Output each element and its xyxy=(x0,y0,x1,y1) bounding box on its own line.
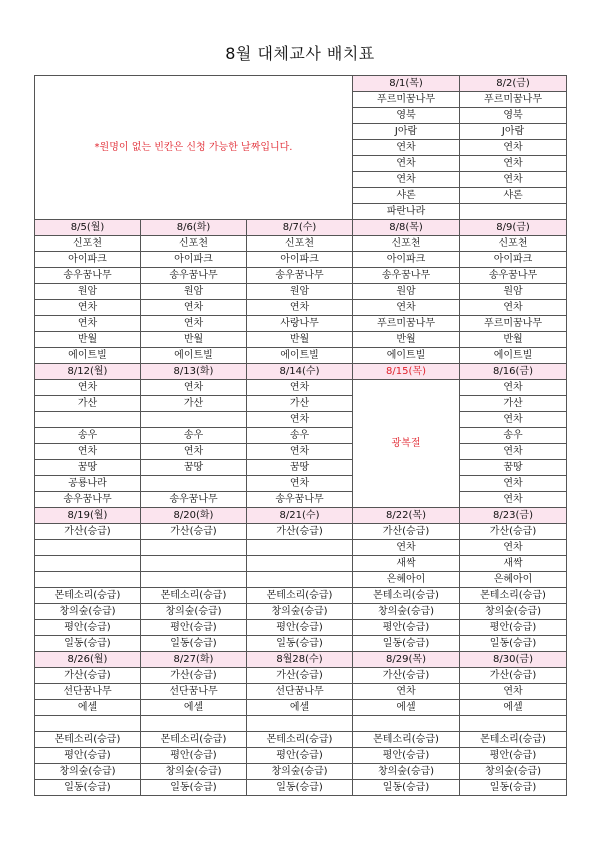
schedule-cell: 평안(승급) xyxy=(460,748,567,764)
schedule-cell xyxy=(247,540,353,556)
schedule-cell: 아이파크 xyxy=(460,252,567,268)
schedule-cell: 연차 xyxy=(460,684,567,700)
schedule-cell: 평안(승급) xyxy=(353,620,460,636)
schedule-cell: 원암 xyxy=(353,284,460,300)
schedule-cell: 반월 xyxy=(353,332,460,348)
date-header: 8/23(금) xyxy=(460,508,567,524)
schedule-cell: 연차 xyxy=(460,476,567,492)
schedule-cell: 몬테소리(승급) xyxy=(353,588,460,604)
schedule-cell: 신포천 xyxy=(247,236,353,252)
schedule-cell: 에이트빌 xyxy=(141,348,247,364)
schedule-cell: 몬테소리(승급) xyxy=(35,588,141,604)
schedule-cell: 평안(승급) xyxy=(141,620,247,636)
schedule-cell: 연차 xyxy=(35,444,141,460)
schedule-cell: 파란나라 xyxy=(353,204,460,220)
schedule-cell: 에이트빌 xyxy=(247,348,353,364)
schedule-cell: 창의숲(승급) xyxy=(353,764,460,780)
schedule-cell: 꿈땅 xyxy=(460,460,567,476)
schedule-cell: 창의숲(승급) xyxy=(247,604,353,620)
date-header: 8/2(금) xyxy=(460,76,567,92)
schedule-cell: 일동(승급) xyxy=(460,780,567,796)
schedule-cell: 에이트빌 xyxy=(460,348,567,364)
date-header: 8/12(월) xyxy=(35,364,141,380)
schedule-cell: 선단꿈나무 xyxy=(247,684,353,700)
schedule-cell: 가산(승급) xyxy=(460,524,567,540)
schedule-cell: 창의숲(승급) xyxy=(141,764,247,780)
schedule-cell: 송우꿈나무 xyxy=(353,268,460,284)
schedule-cell: 가산 xyxy=(460,396,567,412)
schedule-cell xyxy=(35,572,141,588)
schedule-cell: 연차 xyxy=(247,412,353,428)
schedule-cell: J아람 xyxy=(460,124,567,140)
schedule-cell: 아이파크 xyxy=(141,252,247,268)
date-header: 8/20(화) xyxy=(141,508,247,524)
schedule-cell: 푸르미꿈나무 xyxy=(353,316,460,332)
schedule-cell: 창의숲(승급) xyxy=(353,604,460,620)
schedule-cell: 원암 xyxy=(247,284,353,300)
schedule-cell: 가산(승급) xyxy=(353,668,460,684)
schedule-cell: 몬테소리(승급) xyxy=(35,732,141,748)
schedule-cell: 에셀 xyxy=(141,700,247,716)
schedule-cell: 송우 xyxy=(35,428,141,444)
schedule-cell: 가산(승급) xyxy=(247,524,353,540)
schedule-cell: 일동(승급) xyxy=(353,780,460,796)
date-header: 8/21(수) xyxy=(247,508,353,524)
schedule-cell: 신포천 xyxy=(35,236,141,252)
schedule-cell: 가산(승급) xyxy=(353,524,460,540)
schedule-cell: 반월 xyxy=(35,332,141,348)
schedule-cell: 송우꿈나무 xyxy=(141,492,247,508)
schedule-cell: 일동(승급) xyxy=(35,780,141,796)
schedule-cell: 선단꿈나무 xyxy=(35,684,141,700)
schedule-cell: 연차 xyxy=(353,140,460,156)
week-5-block xyxy=(35,652,567,796)
schedule-cell: 송우꿈나무 xyxy=(35,492,141,508)
page-title: 8월 대체교사 배치표 xyxy=(225,44,375,63)
schedule-cell: 새싹 xyxy=(460,556,567,572)
date-header: 8/30(금) xyxy=(460,652,567,668)
schedule-cell: 가산(승급) xyxy=(247,668,353,684)
schedule-cell: 신포천 xyxy=(141,236,247,252)
schedule-cell xyxy=(247,556,353,572)
schedule-cell: 반월 xyxy=(460,332,567,348)
date-header: 8/19(월) xyxy=(35,508,141,524)
schedule-cell: 일동(승급) xyxy=(247,636,353,652)
schedule-cell: 연차 xyxy=(460,540,567,556)
schedule-cell: 몬테소리(승급) xyxy=(141,588,247,604)
schedule-cell: 몬테소리(승급) xyxy=(247,732,353,748)
date-header: 8/29(목) xyxy=(353,652,460,668)
notice-text: *원명이 없는 빈칸은 신청 가능한 날짜입니다. xyxy=(35,76,353,220)
date-header: 8/9(금) xyxy=(460,220,567,236)
schedule-cell: 일동(승급) xyxy=(141,636,247,652)
schedule-cell: 은혜아이 xyxy=(460,572,567,588)
schedule-cell: 가산(승급) xyxy=(460,668,567,684)
schedule-cell: 창의숲(승급) xyxy=(35,764,141,780)
schedule-cell: 연차 xyxy=(247,380,353,396)
schedule-cell: 몬테소리(승급) xyxy=(460,588,567,604)
schedule-cell: 가산(승급) xyxy=(35,524,141,540)
date-header: 8/16(금) xyxy=(460,364,567,380)
schedule-cell: 가산(승급) xyxy=(35,668,141,684)
schedule-cell: 원암 xyxy=(460,284,567,300)
schedule-cell: 꿈땅 xyxy=(35,460,141,476)
schedule-cell: 송우꿈나무 xyxy=(141,268,247,284)
schedule-cell: 평안(승급) xyxy=(247,748,353,764)
schedule-cell: 평안(승급) xyxy=(141,748,247,764)
schedule-cell: 에셀 xyxy=(247,700,353,716)
schedule-cell xyxy=(35,412,141,428)
schedule-cell: 연차 xyxy=(35,316,141,332)
schedule-cell: 일동(승급) xyxy=(141,780,247,796)
holiday-label: 광복절 xyxy=(353,380,460,508)
schedule-cell: 송우꿈나무 xyxy=(247,268,353,284)
schedule-cell xyxy=(247,572,353,588)
schedule-cell: 연차 xyxy=(353,540,460,556)
schedule-cell: 신포천 xyxy=(460,236,567,252)
schedule-cell xyxy=(247,716,353,732)
schedule-cell: 창의숲(승급) xyxy=(35,604,141,620)
schedule-cell: 연차 xyxy=(353,684,460,700)
week-3-block xyxy=(35,364,567,508)
schedule-cell: J아람 xyxy=(353,124,460,140)
schedule-cell: 몬테소리(승급) xyxy=(460,732,567,748)
schedule-cell: 에셀 xyxy=(353,700,460,716)
schedule-cell: 일동(승급) xyxy=(247,780,353,796)
schedule-cell: 몬테소리(승급) xyxy=(141,732,247,748)
schedule-cell: 창의숲(승급) xyxy=(141,604,247,620)
schedule-cell xyxy=(460,204,567,220)
schedule-cell xyxy=(35,716,141,732)
schedule-cell: 사랑나무 xyxy=(247,316,353,332)
schedule-cell: 아이파크 xyxy=(353,252,460,268)
schedule-cell: 가산 xyxy=(247,396,353,412)
schedule-cell xyxy=(141,412,247,428)
schedule-cell: 연차 xyxy=(35,380,141,396)
date-header: 8/8(목) xyxy=(353,220,460,236)
schedule-cell: 몬테소리(승급) xyxy=(353,732,460,748)
schedule-cell: 창의숲(승급) xyxy=(460,604,567,620)
schedule-cell: 가산 xyxy=(141,396,247,412)
schedule-cell: 꿈땅 xyxy=(247,460,353,476)
schedule-cell: 연차 xyxy=(460,444,567,460)
schedule-cell: 몬테소리(승급) xyxy=(247,588,353,604)
schedule-cell: 공룡나라 xyxy=(35,476,141,492)
schedule-cell: 연차 xyxy=(247,300,353,316)
schedule-cell: 연차 xyxy=(247,476,353,492)
schedule-cell: 연차 xyxy=(247,444,353,460)
schedule-cell: 평안(승급) xyxy=(353,748,460,764)
date-header: 8/1(목) xyxy=(353,76,460,92)
schedule-cell: 푸르미꿈나무 xyxy=(460,92,567,108)
schedule-cell: 은혜아이 xyxy=(353,572,460,588)
schedule-cell: 원암 xyxy=(141,284,247,300)
schedule-cell: 가산 xyxy=(35,396,141,412)
date-header: 8/14(수) xyxy=(247,364,353,380)
schedule-cell: 새싹 xyxy=(353,556,460,572)
schedule-cell: 연차 xyxy=(35,300,141,316)
schedule-cell: 연차 xyxy=(353,172,460,188)
schedule-cell: 연차 xyxy=(141,444,247,460)
schedule-cell xyxy=(35,556,141,572)
schedule-cell: 에이트빌 xyxy=(353,348,460,364)
schedule-cell xyxy=(141,572,247,588)
date-header: 8월28(수) xyxy=(247,652,353,668)
schedule-cell: 송우 xyxy=(247,428,353,444)
date-header: 8/22(목) xyxy=(353,508,460,524)
schedule-cell: 일동(승급) xyxy=(460,636,567,652)
date-header: 8/6(화) xyxy=(141,220,247,236)
schedule-cell: 영북 xyxy=(353,108,460,124)
schedule-cell: 에이트빌 xyxy=(35,348,141,364)
week-2-block xyxy=(35,220,567,364)
schedule-cell: 반월 xyxy=(141,332,247,348)
schedule-cell xyxy=(460,716,567,732)
schedule-cell xyxy=(141,556,247,572)
schedule-cell: 가산(승급) xyxy=(141,668,247,684)
schedule-cell: 아이파크 xyxy=(247,252,353,268)
schedule-cell: 연차 xyxy=(460,140,567,156)
schedule-cell: 송우 xyxy=(141,428,247,444)
schedule-cell: 푸르미꿈나무 xyxy=(460,316,567,332)
date-header: 8/27(화) xyxy=(141,652,247,668)
schedule-cell: 평안(승급) xyxy=(35,748,141,764)
schedule-cell: 샤론 xyxy=(460,188,567,204)
schedule-cell: 연차 xyxy=(460,380,567,396)
schedule-cell: 창의숲(승급) xyxy=(460,764,567,780)
schedule-cell: 아이파크 xyxy=(35,252,141,268)
schedule-cell: 영북 xyxy=(460,108,567,124)
schedule-cell: 연차 xyxy=(460,412,567,428)
schedule-cell: 연차 xyxy=(460,492,567,508)
schedule-cell: 연차 xyxy=(460,300,567,316)
schedule-cell: 송우꿈나무 xyxy=(247,492,353,508)
schedule-cell: 꿈땅 xyxy=(141,460,247,476)
schedule-cell: 일동(승급) xyxy=(353,636,460,652)
schedule-cell: 연차 xyxy=(141,300,247,316)
schedule-cell: 가산(승급) xyxy=(141,524,247,540)
schedule-cell: 에셀 xyxy=(460,700,567,716)
schedule-cell: 반월 xyxy=(247,332,353,348)
schedule-cell: 신포천 xyxy=(353,236,460,252)
schedule-cell: 선단꿈나무 xyxy=(141,684,247,700)
schedule-cell: 송우꿈나무 xyxy=(460,268,567,284)
date-header: 8/15(목) xyxy=(353,364,460,380)
schedule-cell xyxy=(141,476,247,492)
schedule-cell xyxy=(35,540,141,556)
schedule-cell: 평안(승급) xyxy=(247,620,353,636)
schedule-table xyxy=(34,75,567,796)
schedule-cell: 연차 xyxy=(353,156,460,172)
schedule-cell: 연차 xyxy=(353,300,460,316)
schedule-cell xyxy=(141,716,247,732)
schedule-cell: 평안(승급) xyxy=(35,620,141,636)
schedule-cell: 송우 xyxy=(460,428,567,444)
schedule-cell: 일동(승급) xyxy=(35,636,141,652)
date-header: 8/26(월) xyxy=(35,652,141,668)
date-header: 8/7(수) xyxy=(247,220,353,236)
schedule-cell: 연차 xyxy=(141,380,247,396)
schedule-cell xyxy=(141,540,247,556)
schedule-cell: 원암 xyxy=(35,284,141,300)
week-4-block xyxy=(35,508,567,652)
date-header: 8/13(화) xyxy=(141,364,247,380)
schedule-cell: 샤론 xyxy=(353,188,460,204)
schedule-cell: 연차 xyxy=(460,172,567,188)
schedule-cell xyxy=(353,716,460,732)
schedule-cell: 에셀 xyxy=(35,700,141,716)
schedule-cell: 푸르미꿈나무 xyxy=(353,92,460,108)
schedule-cell: 평안(승급) xyxy=(460,620,567,636)
schedule-cell: 창의숲(승급) xyxy=(247,764,353,780)
schedule-cell: 연차 xyxy=(141,316,247,332)
schedule-cell: 송우꿈나무 xyxy=(35,268,141,284)
date-header: 8/5(월) xyxy=(35,220,141,236)
schedule-cell: 연차 xyxy=(460,156,567,172)
